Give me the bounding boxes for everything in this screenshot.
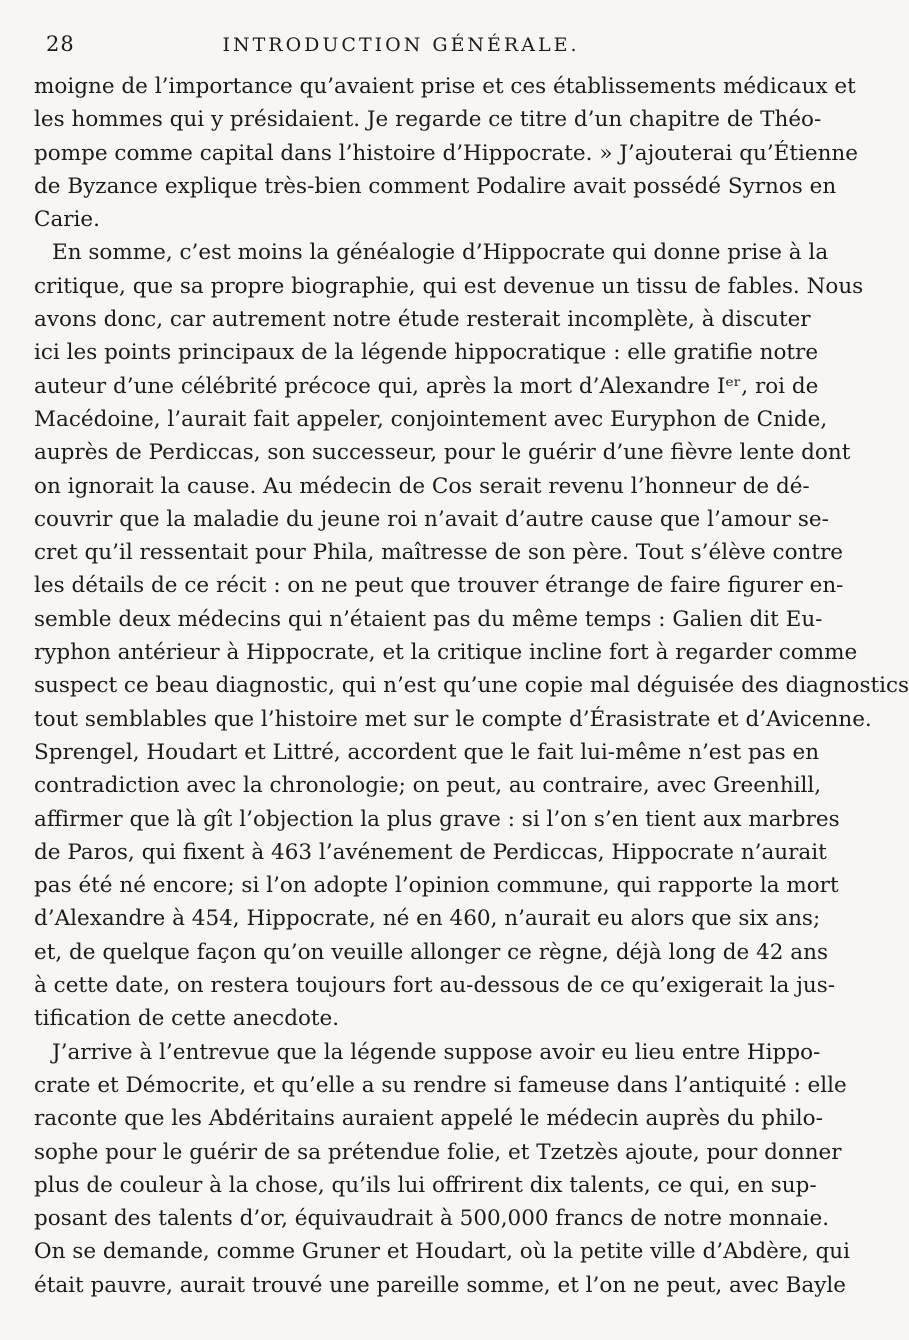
text-line: moigne de l’importance qu’avaient prise et ces établissements médicaux et — [34, 74, 856, 99]
text-line: pas été né encore; si l’on adopte l’opinion commune, qui rapporte la mort — [34, 873, 839, 899]
text-line: raconte que les Abdéritains auraient appelé le médecin auprès du philo- — [34, 1106, 823, 1132]
paragraph — [34, 236, 909, 1035]
page-header — [36, 30, 766, 62]
text-line: auprès de Perdiccas, son successeur, pour le guérir d’une fièvre lente dont — [34, 440, 851, 466]
text-line: les hommes qui y présidaient. Je regarde ce titre d’un chapitre de Théo- — [34, 107, 822, 133]
running-title: INTRODUCTION GÉNÉRALE. — [222, 34, 580, 56]
text-line: tout semblables que l’histoire met sur le compte d’Érasistrate et d’Avicenne. — [34, 706, 872, 732]
text-line: contradiction avec la chronologie; on peut, au contraire, avec Greenhill, — [34, 773, 822, 799]
text-line: ici les points principaux de la légende hippocratique : elle gratifie notre — [34, 340, 819, 366]
paragraph — [34, 70, 859, 236]
text-line: tification de cette anecdote. — [34, 1006, 340, 1032]
text-line: Macédoine, l’aurait fait appeler, conjointement avec Euryphon de Cnide, — [34, 406, 828, 432]
text-line: Sprengel, Houdart et Littré, accordent que le fait lui-même n’est pas en — [34, 739, 820, 765]
text-line: couvrir que la maladie du jeune roi n’avait d’autre cause que l’amour se- — [34, 506, 829, 532]
text-line: crate et Démocrite, et qu’elle a su rendre si fameuse dans l’antiquité : elle — [34, 1072, 847, 1098]
text-line: critique, que sa propre biographie, qui est devenue un tissu de fables. Nous — [34, 273, 864, 299]
text-line: suspect ce beau diagnostic, qui n’est qu’une copie mal déguisée des diagnostics — [34, 673, 909, 699]
text-line: de Byzance explique très-bien comment Podalire avait possédé Syrnos en — [34, 173, 837, 199]
text-line: on ignorait la cause. Au médecin de Cos serait revenu l’honneur de dé- — [34, 473, 810, 499]
text-line: d’Alexandre à 454, Hippocrate, né en 460, n’aurait eu alors que six ans; — [34, 906, 821, 932]
text-line: cret qu’il ressentait pour Phila, maîtresse de son père. Tout s’élève contre — [34, 540, 844, 566]
text-line: affirmer que là gît l’objection la plus grave : si l’on s’en tient aux marbres — [34, 806, 840, 832]
text-line: semble deux médecins qui n’étaient pas du même temps : Galien dit Eu- — [34, 606, 823, 632]
text-line: On se demande, comme Gruner et Houdart, où la petite ville d’Abdère, qui — [34, 1239, 851, 1265]
text-line: Carie. — [34, 207, 100, 233]
text-line: ryphon antérieur à Hippocrate, et la critique incline fort à regarder comme — [34, 640, 858, 666]
page-number: 28 — [46, 32, 75, 56]
paragraph — [34, 1036, 851, 1302]
text-line: posant des talents d’or, équivaudrait à 500,000 francs de notre monnaie. — [34, 1206, 830, 1232]
text-line: sophe pour le guérir de sa prétendue folie, et Tzetzès ajoute, pour donner — [34, 1139, 842, 1165]
text-line: J’arrive à l’entrevue que la légende suppose avoir eu lieu entre Hippo- — [52, 1039, 821, 1065]
text-line: plus de couleur à la chose, qu’ils lui offrirent dix talents, ce qui, en sup- — [34, 1172, 817, 1198]
text-line: et, de quelque façon qu’on veuille allonger ce règne, déjà long de 42 ans — [34, 939, 828, 965]
text-line: avons donc, car autrement notre étude resterait incomplète, à discuter — [34, 307, 811, 333]
text-line: de Paros, qui fixent à 463 l’avénement de Perdiccas, Hippocrate n’aurait — [34, 839, 827, 865]
text-line: pompe comme capital dans l’histoire d’Hippocrate. » J’ajouterai qu’Étienne — [34, 140, 859, 166]
text-line: les détails de ce récit : on ne peut que trouver étrange de faire figurer en- — [34, 573, 844, 599]
text-line: auteur d’une célébrité précoce qui, après la mort d’Alexandre Iᵉʳ, roi de — [34, 373, 819, 399]
body-text — [34, 70, 909, 1302]
text-line: à cette date, on restera toujours fort au-dessous de ce qu’exigerait la jus- — [34, 973, 836, 999]
text-line: était pauvre, aurait trouvé une pareille somme, et l’on ne peut, avec Bayle — [34, 1272, 846, 1298]
text-line: En somme, c’est moins la généalogie d’Hippocrate qui donne prise à la — [52, 240, 829, 266]
